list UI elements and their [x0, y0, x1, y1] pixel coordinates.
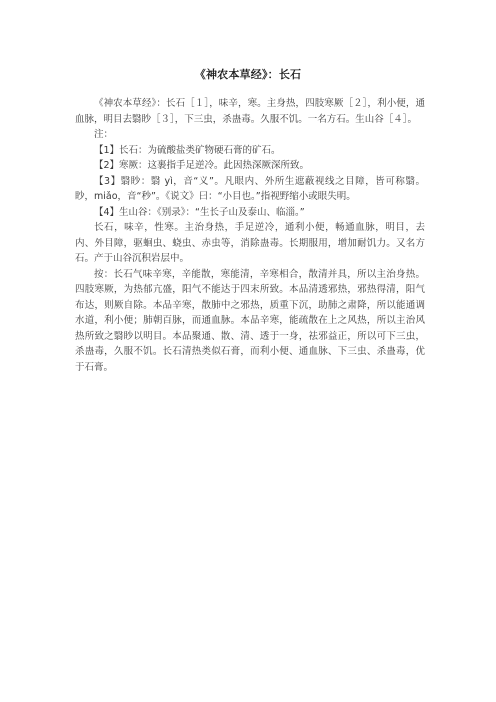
paragraph-notes-heading: 注：	[94, 129, 114, 140]
paragraph-commentary: 按：长石气味辛寒，辛能散，寒能清，辛寒相合，散清并具，所以主治身热。四肢寒厥，为热郁亢盛，阳气不能达于四末所致。本品清透邪热，邪热得清，阳气布达，则厥自除。本品辛寒，散肺中之邪热，质重下沉，助肺之肃降，所以能通调水道，利小便；肺朝百脉，而通血脉。本品辛寒，能疏散在上之风热，所以主治风热所致之翳眇以明目。本品聚通、散、清、透于一身，祛邪益正，所以可下三虫，杀蛊毒，久服不饥。长石清热类似石膏，而利小便、通血脉、下三虫、杀蛊毒，优于石膏。	[75, 268, 425, 373]
paragraph-note-4: 【4】生山谷：《别录》：“生长子山及泰山、临淄。”	[94, 206, 305, 218]
paragraph-intro: 《神农本草经》：长石［１］，味辛，寒。主身热，四肢寒厥［２］，利小便，通血脉，明目去翳眇［３］，下三虫，杀蛊毒。久服不饥。一名方石。生山谷［４］。	[75, 98, 425, 125]
document-body	[75, 96, 425, 375]
paragraph-note-1: 【1】长石：为硫酸盐类矿物硬石膏的矿石。	[94, 144, 281, 156]
paragraph-note-2: 【2】寒厥：这裹指手足逆冷。此因热深厥深所致。	[94, 160, 310, 171]
paragraph-note-3: 【3】翳眇：翳 yì，音“义”。凡眼内、外所生遮蔽视线之目障，皆可称翳。眇，miǎo，音“秒”。《说文》曰：“小目也。”指视野缩小或眼失明。	[75, 175, 425, 202]
document-title: 《神农本草经》：长石	[194, 68, 302, 81]
paragraph-translation: 长石，味辛，性寒。主治身热，手足逆冷，通利小便，畅通血脉，明目，去内、外目障，驱蛔虫、蛲虫、赤虫等，消除蛊毒。长期服用，增加耐饥力。又名方石。产于山谷沉积岩层中。	[75, 222, 425, 264]
